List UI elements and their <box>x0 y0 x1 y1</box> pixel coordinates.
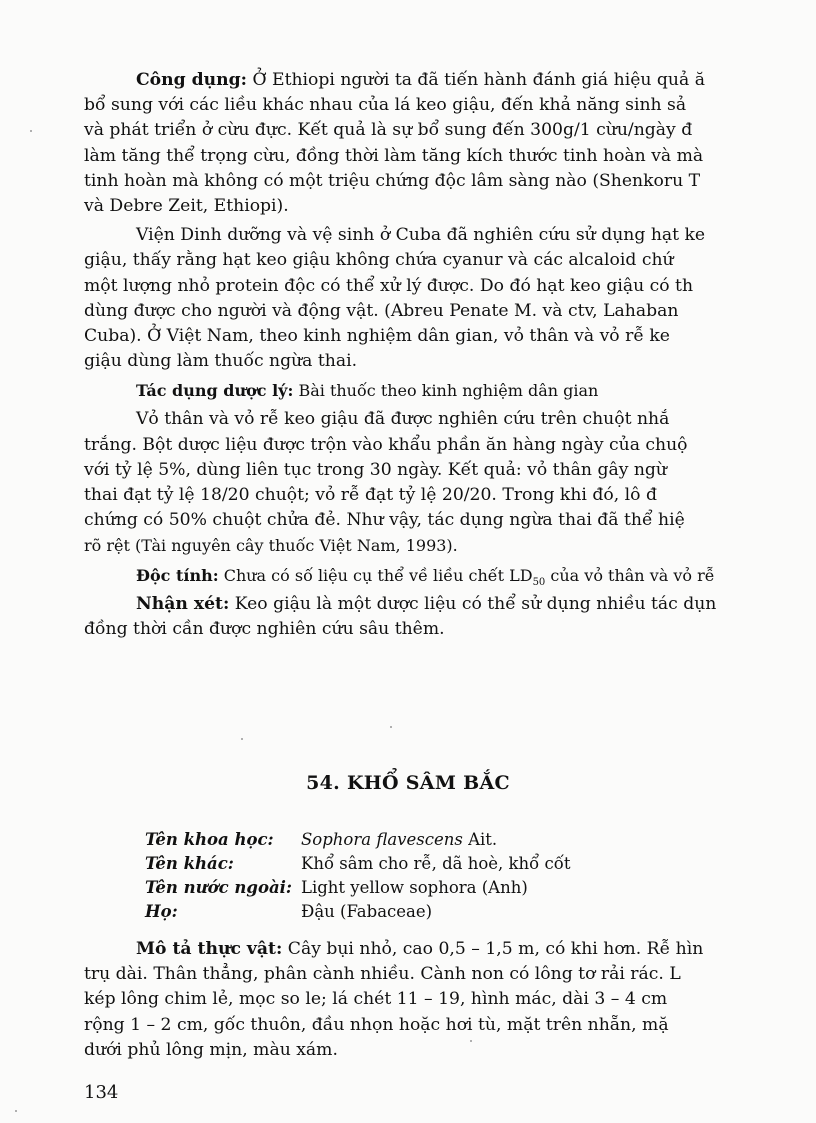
description-line-1: Mô tả thực vật: Cây bụi nhỏ, cao 0,5 – 1,5 m, có khi hơn. Rễ hìn <box>136 939 704 959</box>
para-cuba-line: giậu dùng làm thuốc ngừa thai. <box>84 351 358 372</box>
info-row-scientific-name: Tên khoa học: Sophora flavescens Ait. <box>145 830 498 849</box>
label-description: Mô tả thực vật: <box>136 939 283 959</box>
ld-subscript: 50 <box>532 576 546 588</box>
para-pharmacology: Tác dụng dược lý: Bài thuốc theo kinh nghiệm dân gian <box>136 381 599 401</box>
description-line: kép lông chim lẻ, mọc so le; lá chét 11 – 19, hình mác, dài 3 – 4 cm <box>84 989 668 1010</box>
scan-speck <box>470 1040 472 1042</box>
para-uses-line: và Debre Zeit, Ethiopi). <box>84 195 289 216</box>
para-cuba-line: Cuba). Ở Việt Nam, theo kinh nghiệm dân gian, vỏ thân và vỏ rễ ke <box>84 325 670 346</box>
plant-description <box>84 937 804 1063</box>
label-pharmacology: Tác dụng dược lý: <box>136 381 294 401</box>
description-line: trụ dài. Thân thẳng, phân cành nhiều. Cành non có lông tơ rải rác. L <box>84 964 681 985</box>
para-study-line-1: Vỏ thân và vỏ rễ keo giậu đã được nghiên cứu trên chuột nhắ <box>136 409 670 430</box>
para-uses-line: và phát triển ở cừu đực. Kết quả là sự bổ sung đến 300g/1 cừu/ngày đ <box>84 120 693 141</box>
description-line: rộng 1 – 2 cm, gốc thuôn, đầu nhọn hoặc hơi tù, mặt trên nhẵn, mặ <box>84 1014 669 1035</box>
info-row-family: Họ: Đậu (Fabaceae) <box>145 902 433 921</box>
para-cuba-line: một lượng nhỏ protein độc có thể xử lý được. Do đó hạt keo giậu có th <box>84 275 694 296</box>
para-uses-line: làm tăng thể trọng cừu, đồng thời làm tăng kích thước tinh hoàn và mà <box>84 145 704 166</box>
para-cuba-line-1: Viện Dinh dưỡng và vệ sinh ở Cuba đã nghiên cứu sử dụng hạt ke <box>136 225 706 246</box>
para-study-line: trắng. Bột dược liệu được trộn vào khẩu phần ăn hàng ngày của chuộ <box>84 434 688 455</box>
para-study-line: rõ rệt (Tài nguyên cây thuốc Việt Nam, 1993). <box>84 536 458 556</box>
plant-info-table <box>145 828 570 924</box>
info-row-other-names: Tên khác: Khổ sâm cho rễ, dã hoè, khổ cốt <box>145 854 571 873</box>
para-study-line: chứng có 50% chuột chửa đẻ. Như vậy, tác dụng ngừa thai đã thể hiệ <box>84 510 685 531</box>
section-title: 54. KHỔ SÂM BẮC <box>306 772 510 794</box>
para-cuba-line: giậu, thấy rằng hạt keo giậu không chứa cyanur và các alcaloid chứ <box>84 250 674 271</box>
para-study-line: thai đạt tỷ lệ 18/20 chuột; vỏ rễ đạt tỷ lệ 20/20. Trong khi đó, lô đ <box>84 485 657 505</box>
body-text <box>84 68 804 642</box>
label-toxicity: Độc tính: <box>136 565 219 585</box>
scan-speck <box>390 726 392 728</box>
info-row-foreign-name: Tên nước ngoài: Light yellow sophora (Anh) <box>145 878 528 897</box>
description-line: dưới phủ lông mịn, màu xám. <box>84 1039 338 1060</box>
label-remark: Nhận xét: <box>136 593 230 614</box>
para-uses-line: bổ sung với các liều khác nhau của lá keo giậu, đến khả năng sinh sả <box>84 95 687 116</box>
scan-speck <box>30 130 32 132</box>
para-uses-line-1: Công dụng: Ở Ethiopi người ta đã tiến hành đánh giá hiệu quả ă <box>136 70 705 90</box>
para-uses-line: tinh hoàn mà không có một triệu chứng độc lâm sàng nào (Shenkoru T <box>84 170 701 191</box>
para-toxicity: Độc tính: Chưa có số liệu cụ thể về liều chết $LD_{50}$ của vỏ thân và vỏ rễ <box>136 565 715 588</box>
para-cuba-line: dùng được cho người và động vật. (Abreu Penate M. và ctv, Lahaban <box>84 300 679 321</box>
label-uses: Công dụng: <box>136 70 248 90</box>
para-study-line: với tỷ lệ 5%, dùng liên tục trong 30 ngày. Kết quả: vỏ thân gây ngừ <box>84 459 668 480</box>
scan-speck <box>15 1110 17 1112</box>
scan-speck <box>241 738 243 740</box>
page-number: 134 <box>84 1082 119 1103</box>
para-remark-line-2: đồng thời cần được nghiên cứu sâu thêm. <box>84 618 445 639</box>
para-remark-line-1: Nhận xét: Keo giậu là một dược liệu có thể sử dụng nhiều tác dụn <box>136 593 717 614</box>
